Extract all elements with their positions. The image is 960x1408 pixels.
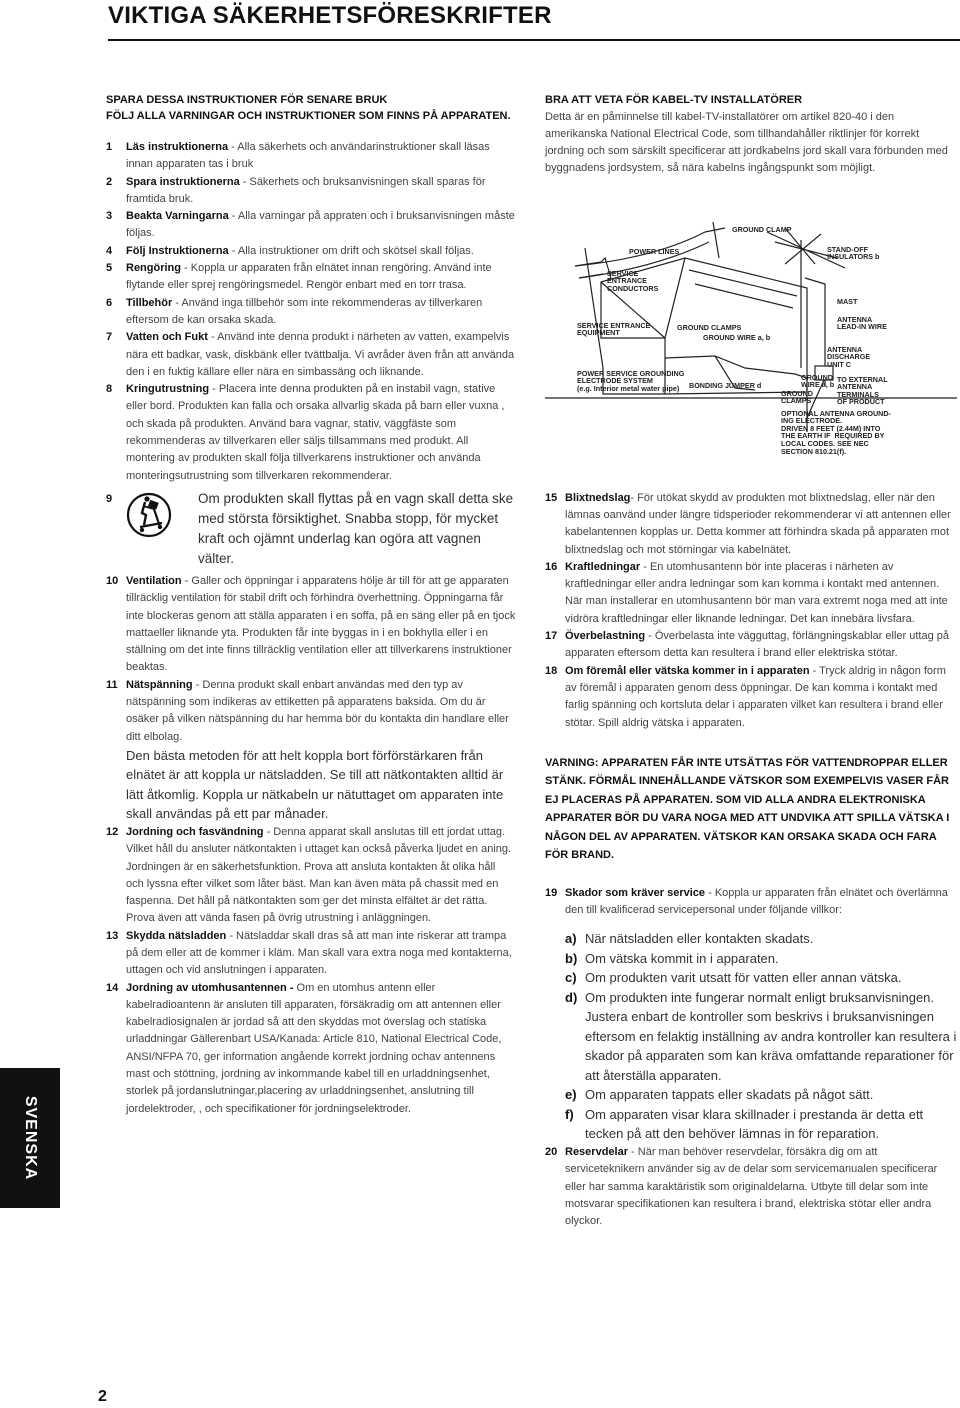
condition-letter: a) <box>565 931 577 947</box>
service-condition-a <box>545 929 957 949</box>
instruction-item-5 <box>106 260 516 295</box>
item-label: Beakta Varningarna <box>126 210 229 223</box>
instruction-item-15 <box>545 490 957 559</box>
item-label: Blixtnedslag <box>565 491 631 504</box>
cart-tip-warning-icon <box>126 489 172 541</box>
condition-letter: e) <box>565 1087 577 1103</box>
item-number: 18 <box>545 664 558 677</box>
condition-letter: c) <box>565 970 577 986</box>
item-label: Kringutrustning <box>126 383 210 396</box>
item-number: 13 <box>106 929 119 942</box>
item-number: 8 <box>106 383 113 396</box>
service-condition-c <box>545 968 957 988</box>
item-text: - Överbelasta inte vägguttag, förlängningskablar eller uttag på apparaten eftersom detta kan resultera i brand eller elektriska stötar. <box>565 630 949 660</box>
item-text: - Använd inte denna produkt i närheten av vatten, exampelvis nära ett badkar, vask, diskbänk eller tvättbalja. Vi avråder även från att använda den i en fuktig källare eller nära en simbassäng och liknande. <box>126 331 515 378</box>
language-tab-label: SVENSKA <box>22 1095 39 1181</box>
item-number: 19 <box>545 886 558 899</box>
water-warning: VARNING: APPARATEN FÅR INTE UTSÄTTAS FÖR VATTENDROPPAR ELLER STÄNK. FÖRMÅL INNEHÅLLANDE VÄTSKOR SOM EXEMPELVIS VASER FÅR EJ PLACERAS PÅ APPARATEN. SOM VID ALLA ANDRA ELEKTRONISKA APPARATER BÖR DU VARA NOGA MED ATT UNDVIKA ATT SPILLA VÄTSKA I NÅGON DEL AV APPARATEN. VÄTSKOR KAN ORSAKA SKADA OCH FARA FÖR BRAND. <box>545 756 950 862</box>
instruction-item-1 <box>106 139 516 174</box>
item-text: Om produkten skall flyttas på en vagn skall detta ske med största försiktighet. Snabba stopp, för mycket kraft och ojämnt underlag kan ogöra att vagnen välter. <box>198 490 514 566</box>
item-text: - Nätsladdar skall dras så att man inte riskerar att trampa på dem eller att de kommer i kläm. Man skall vara extra noga med kontakterna, uttagen och vid anslutningen i apparaten. <box>126 929 512 977</box>
instruction-item-9 <box>106 489 516 569</box>
instruction-item-12 <box>106 824 516 928</box>
page-number: 2 <box>98 1388 107 1405</box>
item-text: Om en utomhus antenn eller kabelradioantenn är ansluten till apparaten, försäkradig om att antennen eller kabelradiosignalen är jordad så att den skyddas mot överslag och statiska urladdningar Gällerenbart USA/Kanada: Article 810, National Electrical Code, ANSI/NFPA 70, ger information angående korrekt jordning ochav antennens mast och stöttning, jordning av inkommande kabel till en urladdningsenhet, storlek på jordanslutningar,placering av urladdningsenhet, anslutning till jordelektroder, , och specifikationer för jordningselektroder. <box>126 981 502 1115</box>
instruction-item-18 <box>545 663 957 732</box>
condition-text: Om vätska kommit in i apparaten. <box>585 950 779 966</box>
item-text: - För utökat skydd av produkten mot blixtnedslag, eller när den lämnas oanvänd under längre tidsperioder rekommenderar vi att antennen eller kabelantennen kopplas ur. Detta kommer att förhindra skada på apparaten mot blixtnedslag och mot störningar via kabelnätet. <box>565 491 951 556</box>
antenna-grounding-diagram <box>545 218 957 466</box>
item-label: Vatten och Fukt <box>126 331 208 344</box>
item-emphasis-text: Den bästa metoden för att helt koppla bort förförstärkaren från elnätet är att koppla ur nätsladden. Se till att nätkontakten alltid är lätt åtkomlig. Koppla ur nätkabeln ur nätuttaget om apparaten inte skall användas på ett par månader. <box>126 747 504 822</box>
diagram-label-service-entrance-equipment: SERVICE ENTRANCE EQUIPMENT <box>577 320 651 338</box>
item-label: Tillbehör <box>126 296 173 309</box>
diagram-label-ground-clamps: GROUND CLAMPS <box>677 322 742 332</box>
item-label: Jordning och fasvändning <box>126 825 264 838</box>
diagram-label-to-external-antenna: TO EXTERNAL ANTENNA TERMINALS OF PRODUCT <box>837 374 888 407</box>
diagram-label-optional-electrode: OPTIONAL ANTENNA GROUND- ING ELECTRODE. DRIVEN 8 FEET (2.44M) INTO THE EARTH IF REQUIRED BY LOCAL CODES. SEE NEC SECTION 810.21(f). <box>781 408 891 456</box>
item-text: - Alla säkerhets och användarinstruktioner skall läsas innan apparaten tas i bruk <box>126 141 490 171</box>
item-number: 6 <box>106 296 113 309</box>
item-number: 10 <box>106 574 119 587</box>
item-number: 5 <box>106 262 113 275</box>
diagram-label-ground-wire: GROUND WIRE a, b <box>703 332 771 342</box>
item-label: Om föremål eller vätska kommer in i apparaten <box>565 664 810 677</box>
item-label: Spara instruktionerna <box>126 175 240 188</box>
condition-text: När nätsladden eller kontakten skadats. <box>585 931 814 947</box>
instruction-item-3 <box>106 208 516 243</box>
item-text: - Placera inte denna produkten på en instabil vagn, stative eller bord. Produkten kan falla och orsaka allvarlig skada på barn eller vuxna , och skada på produkten. Använd bara vagnar, stativ, väggfäste som rekommenderas av tillverkaren eller säljs tillsammans med produkt. All montering av produkten skall följa tillverkarens instruktioner och använda monteringsutrustning som tillverkaren rekommenderar. <box>126 383 505 482</box>
service-condition-e <box>545 1085 957 1105</box>
instruction-item-2 <box>106 174 516 209</box>
item-label: Reservdelar <box>565 1145 628 1158</box>
instruction-item-8 <box>106 381 516 485</box>
left-column <box>106 93 516 1118</box>
item-text: - Koppla ur apparaten från elnätet och överlämna den till kvalificerad servicepersonal under följande villkor: <box>565 886 948 917</box>
item-label: Kraftledningar <box>565 560 641 573</box>
diagram-label-antenna-discharge-unit: ANTENNA DISCHARGE UNIT C <box>827 344 871 369</box>
page-title: VIKTIGA SÄKERHETSFÖRESKRIFTER <box>108 2 552 29</box>
item-text: - Denna apparat skall anslutas till ett jordat uttag. Vilket håll du ansluter nätkontakten i uttaget kan också påverka ljudet en aning. Jordningen är en säkerhetsfunktion. Prova att ansluta kontakten åt olika håll och lyssna efter vilket som låter bäst. Man kan även mäta på chassit med en faspenna. Det håll på nätkontakten som ger det minsta elfältet är det rätta. Prova även att vända fasen på övrig utrustning i anläggningen. <box>126 825 512 925</box>
instruction-item-11 <box>106 677 516 824</box>
diagram-label-bonding-jumper: BONDING JUMPER d <box>689 380 762 390</box>
instruction-item-16 <box>545 559 957 628</box>
instruction-item-10 <box>106 573 516 677</box>
diagram-label-power-service-grounding: POWER SERVICE GROUNDING ELECTRODE SYSTEM (e.g. Interior metal water pipe) <box>577 368 685 393</box>
diagram-label-ground-clamps-2: GROUND CLAMPS <box>781 388 813 406</box>
diagram-label-antenna-leadin-wire: ANTENNA LEAD-IN WIRE <box>837 314 887 332</box>
item-number: 17 <box>545 630 558 643</box>
item-number: 1 <box>106 141 113 153</box>
item-number: 7 <box>106 331 113 344</box>
item-text: - Tryck aldrig in någon form av föremål i apparaten genom dess öppningar. De kan komma i kontakt med farlig spänning och kortsluta delar i apparaten vilket kan resultera i brand eller stötar. Spill aldrig vätska i apparaten. <box>565 664 946 729</box>
right-header: BRA ATT VETA FÖR KABEL-TV INSTALLATÖRER <box>545 94 803 106</box>
item-label: Ventilation <box>126 574 182 587</box>
diagram-label-ground-clamp: GROUND CLAMP <box>732 224 792 234</box>
condition-text: Om apparaten visar klara skillnader i prestanda är detta ett tecken på att den behöver lämnas in för reparation. <box>585 1106 924 1142</box>
instruction-item-13 <box>106 928 516 980</box>
condition-letter: f) <box>565 1106 574 1122</box>
item-text: - Denna produkt skall enbart användas med den typ av nätspänning som indikeras av ettiketten på apparatens baksida. Om du är osäker på vilken nätspänning du har hemma bör du kontakta din handlare eller ditt elbolag. <box>126 678 509 743</box>
instruction-item-17 <box>545 628 957 663</box>
left-header-1: SPARA DESSA INSTRUKTIONER FÖR SENARE BRUK <box>106 94 388 106</box>
item-number: 2 <box>106 175 113 188</box>
item-label: Jordning av utomhusantennen - <box>126 981 294 994</box>
item-number: 15 <box>545 491 558 504</box>
item-number: 9 <box>106 492 113 505</box>
service-condition-f <box>545 1105 957 1144</box>
item-label: Rengöring <box>126 262 181 275</box>
item-label: Läs instruktionerna <box>126 141 229 153</box>
right-column <box>545 93 957 1230</box>
instruction-item-6 <box>106 295 516 330</box>
service-condition-d <box>545 988 957 1086</box>
item-number: 14 <box>106 981 119 994</box>
diagram-label-service-entrance-conductors: SERVICE ENTRANCE CONDUCTORS <box>607 268 659 293</box>
instruction-item-4 <box>106 243 516 260</box>
instruction-item-7 <box>106 329 516 381</box>
language-tab <box>0 1068 60 1208</box>
item-number: 11 <box>106 678 118 691</box>
item-text: - Använd inga tillbehör som inte rekommenderas av tillverkaren eftersom de kan orsaka skada. <box>126 296 483 326</box>
item-text: - Alla varningar på appraten och i bruksanvisningen måste följas. <box>126 210 515 240</box>
condition-text: Om apparaten tappats eller skadats på något sätt. <box>585 1087 874 1103</box>
item-label: Överbelastning <box>565 630 646 643</box>
item-text: - Galler och öppningar i apparatens hölje är till för att ge apparaten tillräcklig ventilation för stabil drift och förhindra överhettning. Öppningarna får inte blockeras genom att ställa apparaten i en soffa, på en säng eller på en tjock mattaeller liknande yta. Produkten får inte byggas in i en bokhylla eller i en ställning om det inte finns tillräcklig ventilation eller att tillverkarens instruktioner beaktas. <box>126 574 516 674</box>
diagram-lines <box>545 218 957 466</box>
title-rule <box>108 39 960 41</box>
condition-letter: d) <box>565 989 578 1005</box>
item-text: - En utomhusantenn bör inte placeras i närheten av kraftledningar eller andra ledningar som kan komma i kontakt med antennen. När man installerar en utomhusantenn bör man vara extremt noga med att inte vidröra kraftledningar eller liknande ledningar. Det kan innebära livsfara. <box>565 560 948 625</box>
item-number: 4 <box>106 244 113 257</box>
diagram-label-standoff-insulators: STAND-OFF INSULATORS b <box>827 244 880 262</box>
item-text: - Alla instruktioner om drift och skötsel skall följas. <box>228 244 474 257</box>
diagram-label-ground-wire-2: GROUND WIRE a, b <box>801 372 835 390</box>
condition-text: Om produkten varit utsatt för vatten eller annan vätska. <box>585 970 902 986</box>
instruction-item-14 <box>106 980 516 1118</box>
right-intro: Detta är en påminnelse till kabel-TV-installatörer om artikel 820-40 i den amerikanska National Electrical Code, som tillhandahåller riktlinjer för korrekt jordning och som särskilt specificerar att jordkabelns jord skall vara förbunden med byggnadens jordsystem, så nära kabelns ingångspunkt som möjligt. <box>545 110 948 175</box>
item-number: 20 <box>545 1145 558 1158</box>
item-number: 12 <box>106 825 119 838</box>
item-number: 3 <box>106 210 113 223</box>
item-label: Följ Instruktionerna <box>126 244 229 257</box>
item-text: - Koppla ur apparaten från elnätet innan rengöring. Använd inte flytande eller sprej rengöringsmedel. Rengör enbart med en torr trasa. <box>126 262 492 292</box>
item-label: Nätspänning <box>126 678 193 691</box>
instruction-item-19 <box>545 885 957 920</box>
left-header-2: FÖLJ ALLA VARNINGAR OCH INSTRUKTIONER SOM FINNS PÅ APPARATEN. <box>106 109 511 122</box>
diagram-label-mast: MAST <box>837 296 858 306</box>
condition-text: Om produkten inte fungerar normalt enligt bruksanvisningen. Justera enbart de kontroller som beskrivs i bruksanvisningen eftersom en felaktig inställning av andra kontroller kan resultera i skador på apparaten som kan kräva omfattande reparationer för att återställa apparaten. <box>585 989 957 1083</box>
item-label: Skador som kräver service <box>565 886 706 899</box>
item-text: - Säkerhets och bruksanvisningen skall sparas för framtida bruk. <box>126 175 486 205</box>
instruction-item-20 <box>545 1144 957 1230</box>
diagram-label-power-lines: POWER LINES <box>629 246 680 256</box>
service-condition-b <box>545 949 957 969</box>
item-number: 16 <box>545 560 558 573</box>
condition-letter: b) <box>565 950 578 966</box>
item-text: - När man behöver reservdelar, försäkra dig om att serviceteknikern använder sig av de delar som servicemanualen specificerar eller har samma karaktäristik som originaldelarna. Utbyte till delar som inte motsvarar specifikationen kan resultera i brand, elektriska stötar eller andra olyckor. <box>565 1145 938 1228</box>
item-label: Skydda nätsladden <box>126 929 227 942</box>
